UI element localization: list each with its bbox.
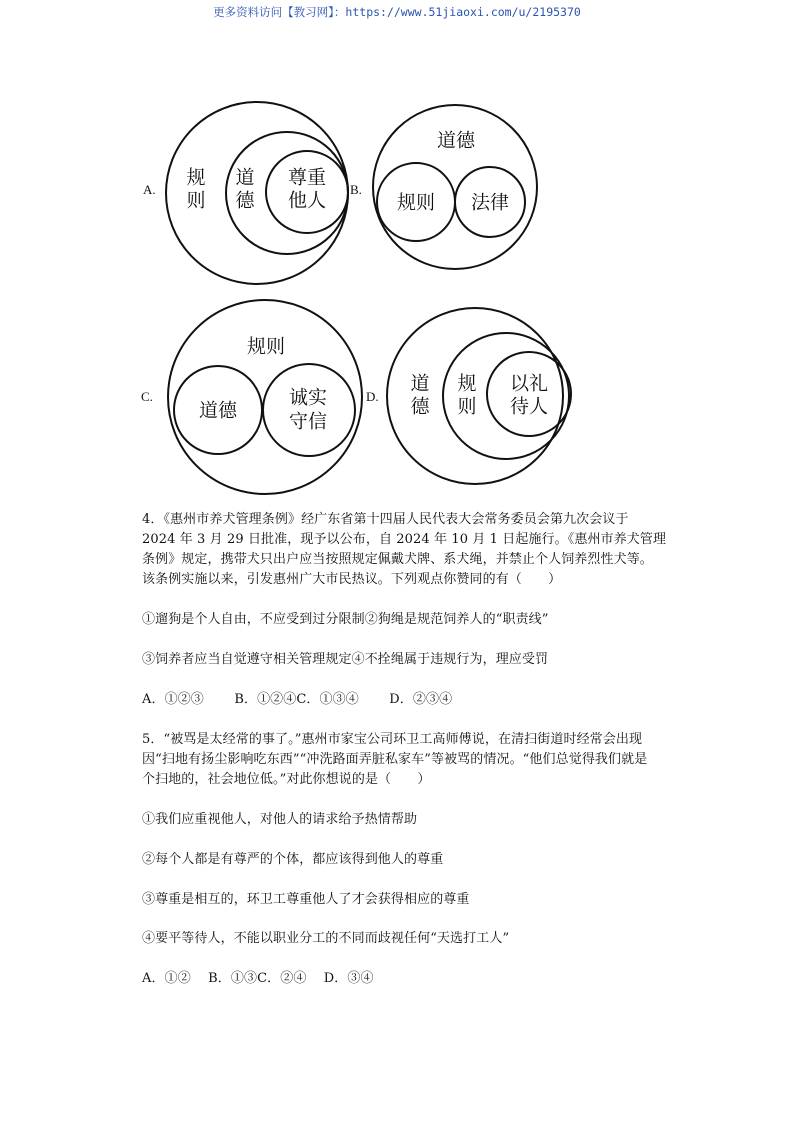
option-d-diagram [380,310,580,490]
option-b-label: B. [350,182,362,197]
middle-label-line1: 规 [457,372,477,395]
inner-label-line1: 以礼 [509,372,549,395]
outer-label: 规则 [246,335,286,358]
q4-stem-line-1: 4．《惠州市养犬管理条例》经广东省第十四届人民代表大会常务委员会第九次会议于 [142,512,629,527]
q4-stem-line-4: 该条例实施以来，引发惠州广大市民热议。下列观点你赞同的有（ ） [142,572,562,587]
q5-statement-2: ②每个人都是有尊严的个体，都应该得到他人的尊重 [142,852,444,867]
inner-label-line2: 他人 [287,189,327,212]
outer-label-line2: 则 [186,189,206,212]
outer-label-line2: 德 [410,395,430,418]
inner-label-line1: 尊重 [287,166,327,189]
q4-statement-1: ①遛狗是个人自由，不应受到过分限制②狗绳是规范饲养人的“职责线” [142,612,549,627]
q5-statement-3: ③尊重是相互的，环卫工尊重他人了才会获得相应的尊重 [142,892,470,907]
q4-statement-2: ③饲养者应当自觉遵守相关管理规定④不拴绳属于违规行为，理应受罚 [142,652,549,667]
header-url[interactable]: https://www.51jiaoxi.com/u/2195370 [345,5,581,19]
q5-statement-1: ①我们应重视他人，对他人的请求给予热情帮助 [142,812,418,827]
outer-label-line1: 规 [186,166,206,189]
right-label: 法律 [470,191,510,214]
q4-choices: A．①②③ B．①②④C．①③④ D．②③④ [142,692,453,707]
q5-stem-line-2: 因“扫地有扬尘影响吃东西”“冲洗路面弄脏私家车”等被骂的情况。“他们总觉得我们就是 [142,752,648,767]
inner-label-line2: 待人 [509,395,549,418]
right-label-line1: 诚实 [288,386,328,409]
page-header [0,4,794,20]
option-c-diagram [160,300,370,490]
left-label: 规则 [396,191,436,214]
option-b-diagram [360,100,550,280]
header-prefix: 更多资料访问【教习网】： [213,5,346,19]
middle-label-line2: 德 [235,189,255,212]
left-label: 道德 [198,399,238,422]
middle-label-line2: 则 [457,395,477,418]
q5-stem-line-3: 个扫地的，社会地位低。”对此你想说的是（ ） [142,772,431,787]
q5-choices: A．①② B．①③C．②④ D．③④ [142,971,374,986]
option-a-label: A. [143,182,156,197]
q5-statement-4: ④要平等待人，不能以职业分工的不同而歧视任何“天选打工人” [142,931,510,946]
outer-label: 道德 [436,129,476,152]
q5-stem-line-1: 5．“被骂是太经常的事了。”惠州市家宝公司环卫工高师傅说，在清扫街道时经常会出现 [142,732,643,747]
outer-label-line1: 道 [410,372,430,395]
option-a-diagram [160,100,360,290]
right-label-line2: 守信 [288,410,328,433]
q4-stem-line-3: 条例》规定，携带犬只出户应当按照规定佩戴犬牌、系犬绳，并禁止个人饲养烈性犬等。 [142,552,653,567]
middle-label-line1: 道 [235,166,255,189]
option-d-label: D. [366,389,379,404]
option-c-label: C. [141,389,153,404]
q4-stem-line-2: 2024 年 3 月 29 日批准，现予以公布，自 2024 年 10 月 1 日起施行。《惠州市养犬管理 [142,532,667,547]
